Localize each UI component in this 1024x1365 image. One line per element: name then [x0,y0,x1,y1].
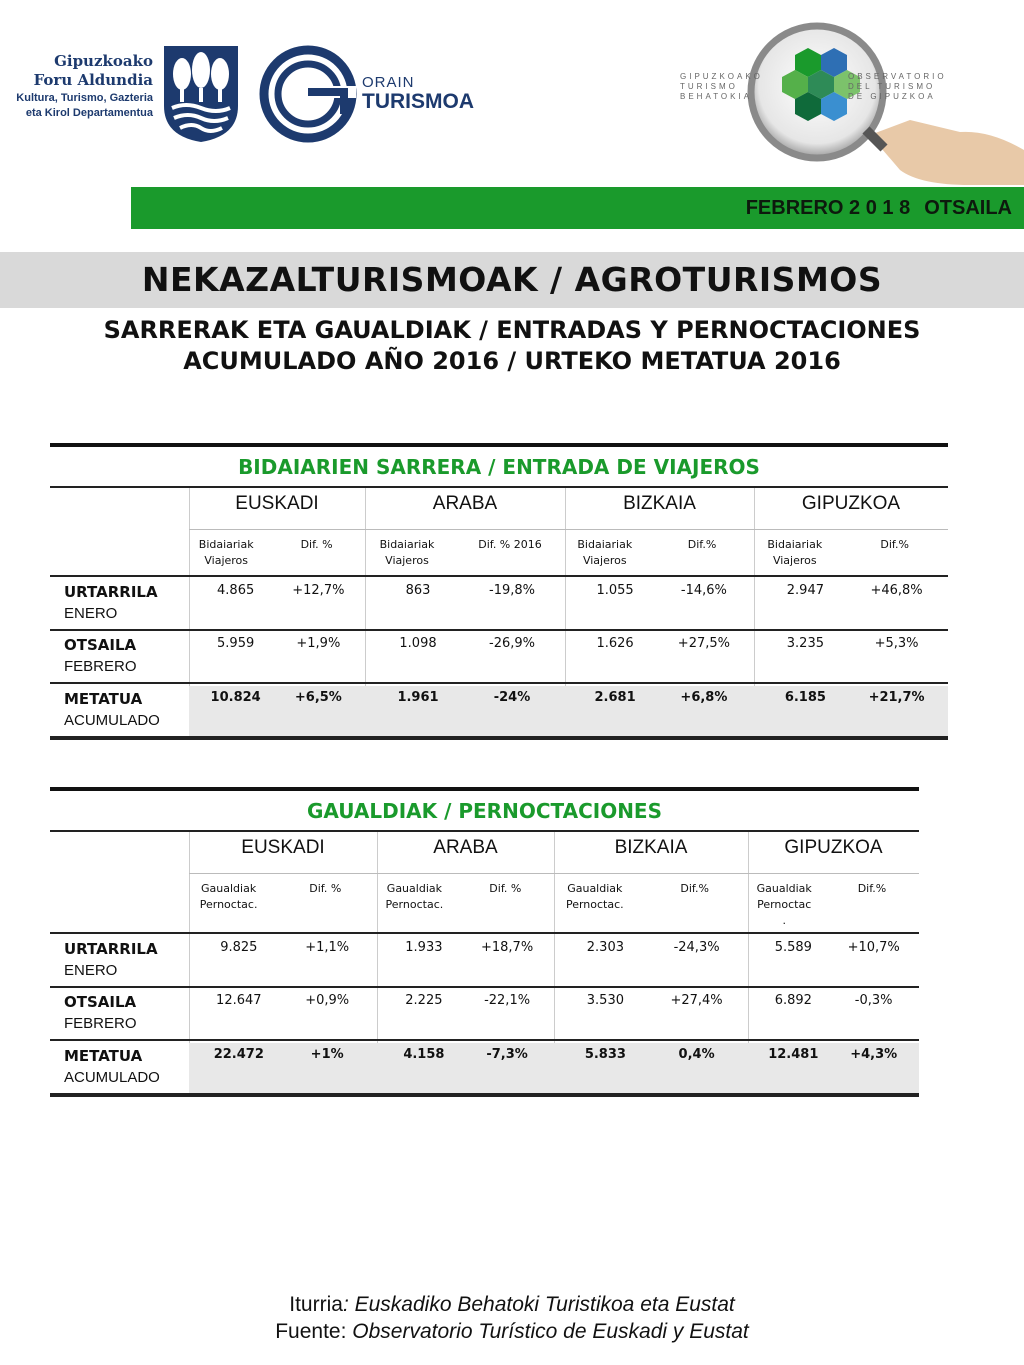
dept-line2: eta Kirol Departamentua [25,107,153,119]
table-section-title: BIDAIARIEN SARRERA / ENTRADA DE VIAJEROS [238,455,760,479]
header-rule [50,830,919,832]
table-cell: 9.825 [220,940,258,955]
table-cell: 12.647 [216,993,262,1008]
row-label [64,688,160,732]
table-bottom-rule [50,736,948,740]
row-label-eu: OTSAILA [64,993,137,1011]
period-bar [131,187,1024,229]
row-label-es: ACUMULADO [64,1069,160,1086]
row-label-es: FEBRERO [64,1015,137,1032]
table-cell: -24% [493,690,531,705]
org-name-line2: Foru Aldundia [33,71,153,89]
table-cell: 5.959 [217,636,255,651]
subheader-diff: Dif.% [857,882,887,895]
subheader-diff: Dif. % [309,882,342,895]
gipuzkoa-logo-text [8,52,153,120]
observatory-magnifier-icon [670,20,1024,185]
table-cell: +21,7% [868,690,925,705]
table-cell: +4,3% [850,1047,898,1062]
table-cell: +1,9% [296,636,341,651]
subheader-diff: Dif. % [489,882,522,895]
subheader-diff: Dif. % 2016 [478,538,542,551]
row-label-es: ENERO [64,605,118,622]
period-label: FEBRERO 2 0 1 8 OTSAILA [745,197,1012,219]
table-cell: 1.961 [397,690,439,705]
row-rule [50,682,948,684]
table-cell: +12,7% [292,583,345,598]
table-cell: 0,4% [678,1047,715,1062]
table-cell: 6.185 [784,690,826,705]
row-label-eu: URTARRILA [64,940,158,958]
table-cell: 6.892 [774,993,812,1008]
row-rule [50,575,948,577]
region-header-euskadi: EUSKADI [241,837,325,858]
orain-g-logo-icon [258,44,358,144]
region-header-gipuzkoa: GIPUZKOA [784,837,883,858]
table-top-rule [50,787,919,791]
region-header-gipuzkoa: GIPUZKOA [801,493,901,514]
page-title: NEKAZALTURISMOAK / AGROTURISMOS [141,260,883,299]
table-cell: +27,4% [670,993,723,1008]
table-cell: +1% [310,1047,344,1062]
region-rule [189,529,948,530]
row-label-es: FEBRERO [64,658,137,675]
table-section-title: GAUALDIAK / PERNOCTACIONES [306,799,662,823]
table-cell: 5.589 [774,940,812,955]
table-top-rule [50,443,948,447]
table-cell: 1.098 [399,636,437,651]
table-cell: 22.472 [213,1047,264,1062]
dept-line1: Kultura, Turismo, Gazteria [16,92,153,104]
row-rule [50,1039,919,1041]
page-subtitle-1: SARRERAK ETA GAUALDIAK / ENTRADAS Y PERNOCTACIONES [103,316,921,344]
row-label-es: ACUMULADO [64,712,160,729]
table-bottom-rule [50,1093,919,1097]
footer-source-es: Fuente: Observatorio Turístico de Euskadi y Eustat [275,1320,749,1343]
header-rule [50,486,948,488]
region-header-araba: ARABA [433,837,498,858]
table-cell: -7,3% [486,1047,528,1062]
table-cell: 3.235 [786,636,824,651]
page-subtitle-2: ACUMULADO AÑO 2016 / URTEKO METATUA 2016 [183,347,841,375]
table-cell: 863 [405,583,431,598]
gipuzkoa-shield-icon [162,44,240,144]
table-cell: 1.626 [596,636,634,651]
table-cell: +5,3% [874,636,919,651]
subheader-diff: Dif.% [687,538,717,551]
row-label [64,1045,160,1089]
table-cell: 2.225 [405,993,443,1008]
region-header-bizkaia: BIZKAIA [623,493,696,514]
row-label-es: ENERO [64,962,118,979]
row-label-eu: METATUA [64,1047,143,1065]
subheader-count: Gaualdiak Pernoctac. [385,882,444,911]
table-cell: 1.933 [405,940,443,955]
org-name-line1: Gipuzkoako [54,52,153,70]
table-cell: -26,9% [489,636,535,651]
table-cell: 12.481 [768,1047,819,1062]
table-cell: 3.530 [586,993,624,1008]
table-cell: 1.055 [596,583,634,598]
subheader-count: Bidaiariak Viajeros [767,538,823,567]
table-cell: 5.833 [584,1047,626,1062]
subheader-count: Gaualdiak Pernoctac. [199,882,258,911]
observatory-text-left: GIPUZKOAKO TURISMO BEHATOKIA [680,72,763,101]
subheader-count: Bidaiariak Viajeros [577,538,633,567]
row-rule [50,986,919,988]
subheader-count: Gaualdiak Pernoctac . [756,882,812,927]
table-cell: +6,5% [294,690,342,705]
table-cell: 10.824 [210,690,261,705]
table-cell: -22,1% [484,993,531,1008]
table-cell: 4.865 [217,583,255,598]
subheader-diff: Dif.% [680,882,709,895]
table-cell: -14,6% [680,583,727,598]
row-label-eu: METATUA [64,690,143,708]
table-cell: +10,7% [847,940,900,955]
table-viajeros [50,443,948,743]
row-label [64,991,137,1035]
row-label-eu: URTARRILA [64,583,158,601]
observatory-text-right: OBSERVATORIO DEL TURISMO DE GIPUZKOA [848,72,947,101]
row-label-eu: OTSAILA [64,636,137,654]
footer-source-eu: Iturria: Euskadiko Behatoki Turistikoa eta Eustat [289,1293,735,1316]
subheader-count: Gaualdiak Pernoctac. [565,882,624,911]
table-cell: 2.947 [786,583,824,598]
brand-small-text: ORAIN [362,74,415,91]
subheader-diff: Dif. % [300,538,333,551]
table-cell: +6,8% [680,690,728,705]
row-label [64,938,158,982]
table-cell: +1,1% [305,940,350,955]
row-label [64,581,158,625]
subheader-count: Bidaiariak Viajeros [379,538,435,567]
table-cell: +46,8% [870,583,923,598]
row-rule [50,629,948,631]
region-header-euskadi: EUSKADI [235,493,319,514]
table-cell: 2.303 [586,940,624,955]
table-cell: +27,5% [677,636,730,651]
subheader-diff: Dif.% [880,538,909,551]
subheader-count: Bidaiariak Viajeros [198,538,254,567]
table-cell: +18,7% [480,940,534,955]
table-cell: -0,3% [854,993,893,1008]
row-rule [50,932,919,934]
brand-big-text: TURISMOA [362,90,474,113]
row-label [64,634,137,678]
table-pernoctaciones [50,787,919,1097]
table-cell: -24,3% [673,940,720,955]
table-cell: -19,8% [489,583,535,598]
title-bar [0,252,1024,308]
table-cell: 4.158 [403,1047,445,1062]
region-rule [189,873,919,874]
orain-turismoa-brand [362,75,474,113]
region-header-araba: ARABA [432,493,498,514]
table-cell: +0,9% [305,993,350,1008]
region-header-bizkaia: BIZKAIA [614,837,688,858]
table-cell: 2.681 [594,690,636,705]
